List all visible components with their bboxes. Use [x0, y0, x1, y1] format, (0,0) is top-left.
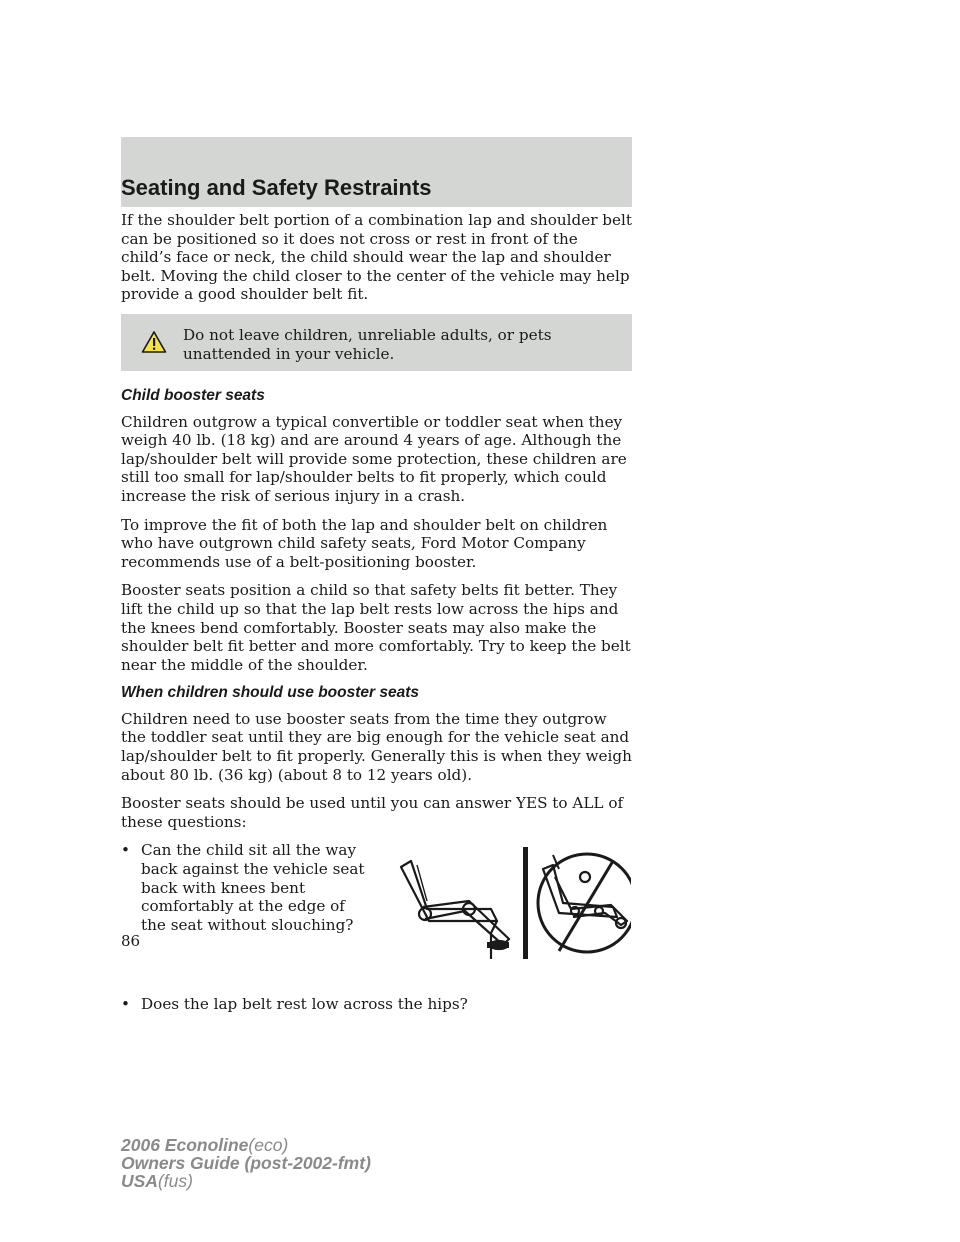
paragraph: To improve the fit of both the lap and shoulder belt on children who have outgrown child safety seats, Ford Motor Company recommends use of a belt-positioning booster. — [121, 515, 608, 571]
warning-text: Do not leave children, unreliable adults, or pets unattended in your vehicle. — [183, 325, 552, 363]
divider-bar — [523, 847, 528, 959]
bullet-text: Does the lap belt rest low across the hips? — [141, 995, 468, 1014]
heading-child-booster-seats: Child booster seats — [121, 386, 265, 404]
intro-paragraph: If the shoulder belt portion of a combination lap and shoulder belt can be positioned so it does not cross or rest in front of the child’s face or neck, the child should wear the lap and shoulder belt. Moving the child closer to the center of the vehicle may help provide a good shoulder belt fit. — [121, 211, 632, 304]
list-item — [121, 841, 371, 934]
correct-seating-drawing — [401, 861, 509, 959]
page-content — [121, 211, 632, 1014]
paragraph: Booster seats should be used until you can answer YES to ALL of these questions: — [121, 794, 624, 831]
bullet-text: Can the child sit all the way back against the vehicle seat back with knees bent comfortably at the edge of the seat without slouching? — [141, 841, 365, 934]
footer-line-1 — [121, 1136, 371, 1154]
paragraph: Children need to use booster seats from the time they outgrow the toddler seat until they are big enough for the vehicle seat and lap/shoulder belt to fit properly. Generally this is when they weigh about 80 lb. (36 kg) (about 8 to 12 years old). — [121, 709, 632, 784]
heading-when-to-use-boosters: When children should use booster seats — [121, 684, 419, 702]
page-number: 86 — [121, 932, 141, 950]
bullet-with-figure — [121, 841, 632, 989]
bullet: • — [121, 995, 130, 1014]
incorrect-seating-drawing — [538, 854, 631, 952]
document-footer — [121, 1136, 371, 1190]
footer-model: 2006 Econoline — [121, 1135, 249, 1155]
bullet: • — [121, 841, 130, 860]
warning-triangle-icon — [141, 330, 167, 354]
paragraph: Booster seats position a child so that safety belts fit better. They lift the child up so that the lap belt rests low across the hips and the knees bend comfortably. Booster seats may also make the shoulder belt fit better and more comfortably. Try to keep the belt near the middle of the shoulder. — [121, 581, 631, 674]
paragraph: Children outgrow a typical convertible or toddler seat when they weigh 40 lb. (18 kg) and are around 4 years of age. Although the lap/shoulder belt will provide some protection, these children are still too small for lap/shoulder belts to fit properly, which could increase the risk of serious injury in a crash. — [121, 412, 627, 505]
footer-line-3 — [121, 1172, 371, 1190]
warning-box — [121, 314, 632, 371]
booster-seat-illustration — [391, 847, 631, 959]
section-title: Seating and Safety Restraints — [121, 175, 432, 200]
list-item — [121, 995, 632, 1014]
footer-model-code: (eco) — [248, 1135, 289, 1155]
section-header — [121, 137, 632, 207]
footer-market: USA — [121, 1171, 158, 1191]
footer-line-2: Owners Guide (post-2002-fmt) — [121, 1153, 371, 1173]
footer-market-code: (fus) — [157, 1171, 193, 1191]
